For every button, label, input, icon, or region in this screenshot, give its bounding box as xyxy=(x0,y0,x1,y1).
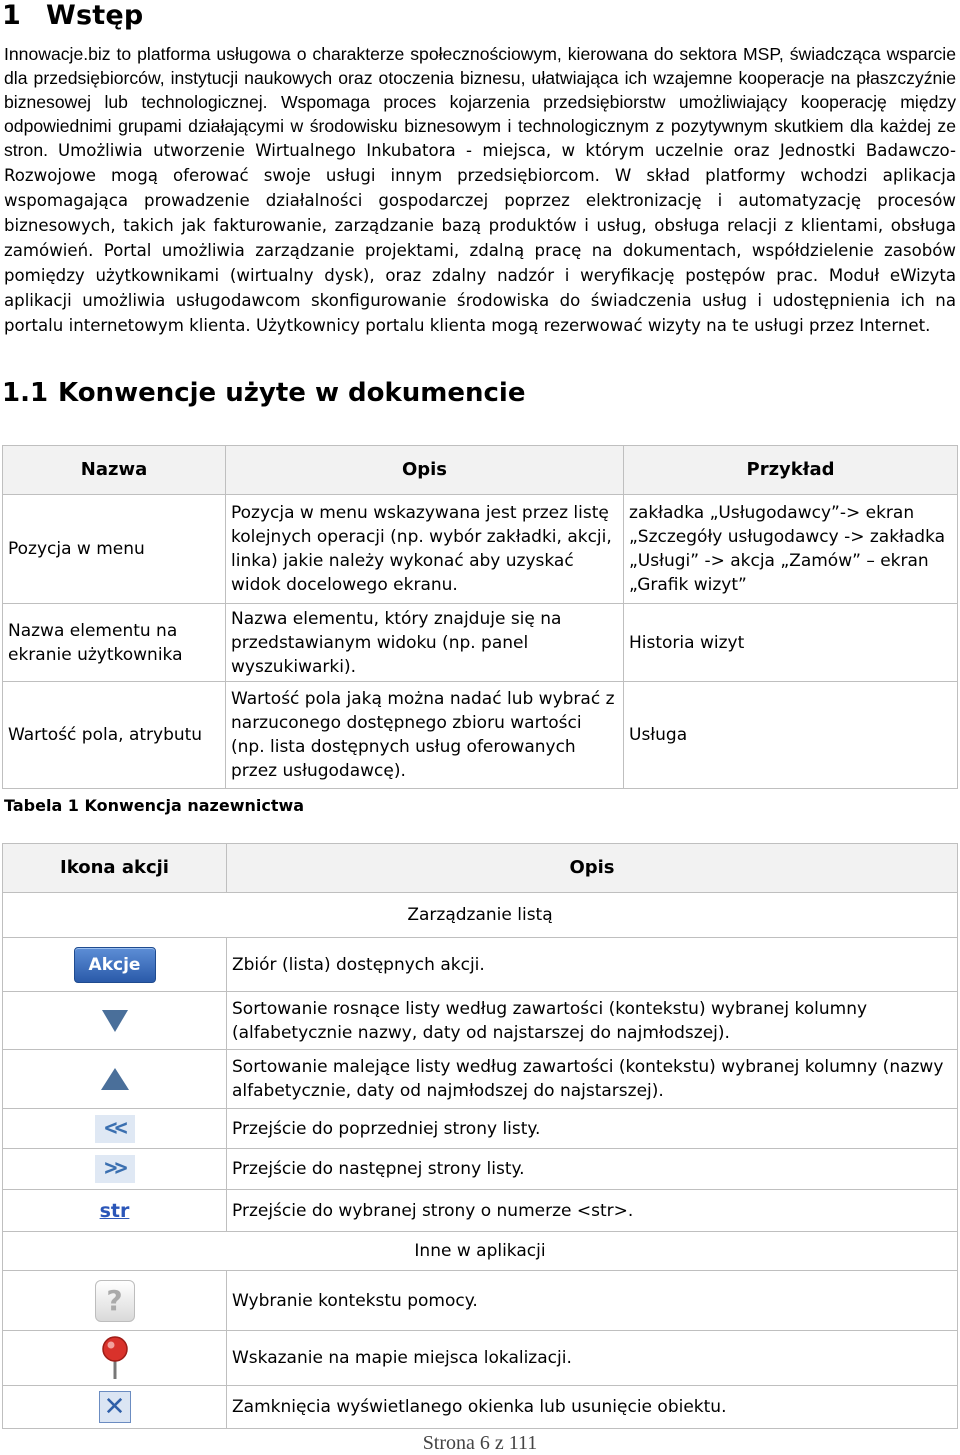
akcje-button-icon[interactable]: Akcje xyxy=(74,947,156,983)
icon-description: Zbiór (lista) dostępnych akcji. xyxy=(227,938,958,992)
icon-cell xyxy=(3,1050,227,1109)
intro-paragraph xyxy=(4,42,956,338)
icon-description: Wskazanie na mapie miejsca lokalizacji. xyxy=(227,1331,958,1386)
icon-description: Przejście do poprzedniej strony listy. xyxy=(227,1109,958,1149)
heading-2-number: 1.1 xyxy=(2,378,49,408)
sort-down-arrow-icon[interactable] xyxy=(102,1010,128,1032)
section-title: Zarządzanie listą xyxy=(3,893,958,938)
table-header-row xyxy=(3,446,958,495)
icon-cell xyxy=(3,1149,227,1190)
cell-nazwa: Nazwa elementu na ekranie użytkownika xyxy=(3,604,226,682)
cell-nazwa: Pozycja w menu xyxy=(3,495,226,604)
table-caption: Tabela 1 Konwencja nazewnictwa xyxy=(4,796,305,815)
table-row xyxy=(3,682,958,789)
table-row xyxy=(3,1149,958,1190)
cell-opis: Pozycja w menu wskazywana jest przez listę kolejnych operacji (np. wybór zakładki, akcji, linka) jakie należy wykonać aby uzyskać widok docelowego ekranu. xyxy=(226,495,624,604)
sort-up-arrow-icon[interactable] xyxy=(101,1068,129,1090)
heading-1 xyxy=(2,0,143,31)
icon-cell xyxy=(3,938,227,992)
icon-cell xyxy=(3,992,227,1050)
heading-1-number: 1 xyxy=(2,0,21,31)
table-row xyxy=(3,1190,958,1232)
icon-cell xyxy=(3,1271,227,1331)
icon-cell xyxy=(3,1386,227,1429)
icon-description: Sortowanie rosnące listy według zawartości (kontekstu) wybranej kolumny (alfabetycznie nazwy, daty od najstarszej do najmłodszej). xyxy=(227,992,958,1050)
close-x-icon[interactable]: ✕ xyxy=(99,1391,131,1423)
icon-description: Zamknięcia wyświetlanego okienka lub usunięcie obiektu. xyxy=(227,1386,958,1429)
heading-2-title: Konwencje użyte w dokumencie xyxy=(58,378,526,408)
icon-description: Sortowanie malejące listy według zawartości (kontekstu) wybranej kolumny (nazwy alfabetycznie, daty od najmłodszej do najstarszej). xyxy=(227,1050,958,1109)
table-row xyxy=(3,604,958,682)
table-row xyxy=(3,1109,958,1149)
cell-nazwa: Wartość pola, atrybutu xyxy=(3,682,226,789)
help-question-icon[interactable]: ? xyxy=(95,1280,135,1322)
icon-description: Przejście do następnej strony listy. xyxy=(227,1149,958,1190)
header-nazwa: Nazwa xyxy=(3,446,226,495)
page-footer: Strona 6 z 111 xyxy=(422,1432,538,1454)
action-icons-table xyxy=(2,843,958,1429)
cell-przyklad: zakładka „Usługodawcy”-> ekran „Szczegóły usługodawcy -> zakładka „Usługi” -> akcja „Zamów” – ekran „Grafik wizyt” xyxy=(624,495,958,604)
section-title: Inne w aplikacji xyxy=(3,1232,958,1271)
icon-description: Przejście do wybranej strony o numerze <str>. xyxy=(227,1190,958,1232)
next-page-icon[interactable]: >> xyxy=(95,1155,135,1183)
table-row xyxy=(3,992,958,1050)
table-row xyxy=(3,1331,958,1386)
table-row xyxy=(3,1271,958,1331)
cell-opis: Wartość pola jaką można nadać lub wybrać z narzuconego dostępnego zbioru wartości (np. lista dostępnych usług oferowanych przez usługodawcę). xyxy=(226,682,624,789)
cell-opis: Nazwa elementu, który znajduje się na przedstawianym widoku (np. panel wyszukiwarki). xyxy=(226,604,624,682)
header-opis: Opis xyxy=(226,446,624,495)
intro-text-part1: Innowacje.biz to platforma usługowa o charakterze społecznościowym, kierowana do sektora MSP, świadcząca wsparcie dla przedsiębiorców, instytucji naukowych oraz otoczenia biznesu, ułatwiająca ich wzajemne kooperacje na płaszczyźnie biznesowej lub technologicznej. Wspomaga proces kojarzenia przedsiębiorstw umożliwiający kooperację między odpowiednimi grupami działającymi w środowisku biznesowym i technologicznym z pozytywnym skutkiem dla każdej ze stron. xyxy=(4,44,956,160)
table-row xyxy=(3,938,958,992)
table-row xyxy=(3,1386,958,1429)
table-row xyxy=(3,495,958,604)
heading-1-title: Wstęp xyxy=(46,0,144,31)
cell-przyklad: Usługa xyxy=(624,682,958,789)
icon-cell xyxy=(3,1109,227,1149)
header-ikona-akcji: Ikona akcji xyxy=(3,844,227,893)
icon-description: Wybranie kontekstu pomocy. xyxy=(227,1271,958,1331)
naming-convention-table xyxy=(2,445,958,789)
icon-cell xyxy=(3,1331,227,1386)
intro-text-part2: Umożliwia utworzenie Wirtualnego Inkubatora - miejsca, w którym uczelnie oraz Jednostki Badawczo-Rozwojowe mogą oferować swoje usługi innym przedsiębiorcom. W skład platformy wchodzi aplikacja wspomagająca prowadzenie działalności gospodarczej poprzez elektronizację i automatyzację procesów biznesowych, takich jak fakturowanie, zarządzanie bazą produktów i usług, obsługa relacji z klientami, obsługa zamówień. Portal umożliwia zarządzanie projektami, zdalną pracę na dokumentach, współdzielenie zasobów pomiędzy użytkownikami (wirtualny dysk), oraz zdalny nadzór i weryfikację postępów prac. Moduł eWizyta aplikacji umożliwia usługodawcom skonfigurowanie środowiska do świadczenia usług i udostępnienia ich na portalu internetowym klienta. Użytkownicy portalu klienta mogą rezerwować wizyty na te usługi przez Internet. xyxy=(4,141,956,335)
previous-page-icon[interactable]: << xyxy=(95,1115,135,1143)
cell-przyklad: Historia wizyt xyxy=(624,604,958,682)
table-header-row xyxy=(3,844,958,893)
section-row xyxy=(3,1232,958,1271)
section-row xyxy=(3,893,958,938)
header-opis: Opis xyxy=(227,844,958,893)
table-row xyxy=(3,1050,958,1109)
header-przyklad: Przykład xyxy=(624,446,958,495)
page-number-link-icon[interactable]: str xyxy=(99,1199,130,1222)
icon-cell xyxy=(3,1190,227,1232)
map-pin-icon[interactable] xyxy=(100,1335,130,1381)
heading-2 xyxy=(2,378,525,408)
